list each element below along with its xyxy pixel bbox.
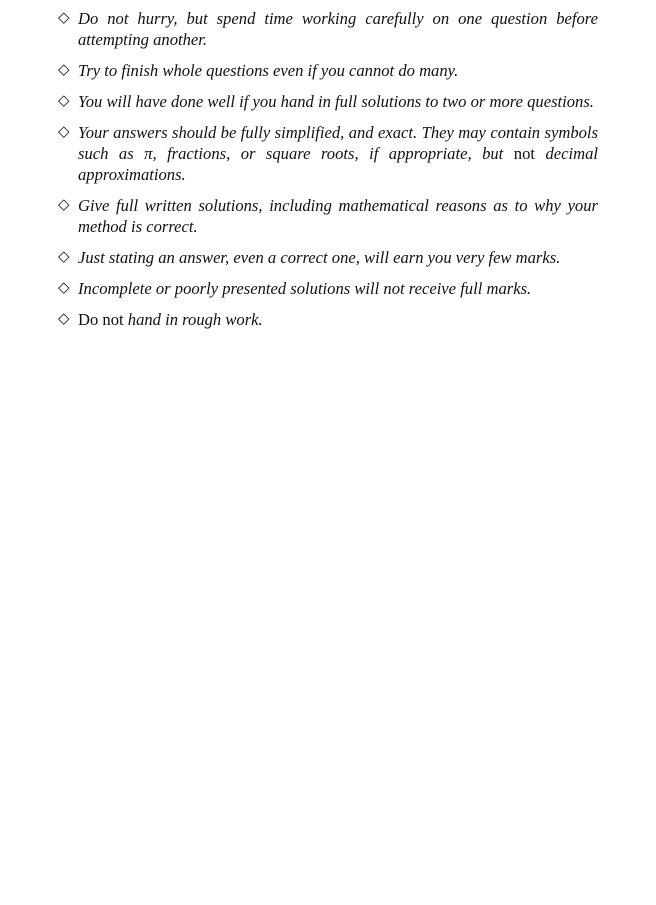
diamond-bullet-icon: ◇ [58, 93, 70, 109]
instruction-text-after: hand in rough work. [123, 310, 263, 329]
instruction-text: Try to finish whole questions even if you cannot do many. [78, 61, 459, 80]
instruction-text-after: decimal approximations. [78, 144, 598, 184]
instruction-text: Give full written solutions, including mathematical reasons as to why your method is correct. [78, 196, 598, 236]
instruction-text: Do not hurry, but spend time working carefully on one question before attempting another. [78, 9, 598, 49]
diamond-bullet-icon: ◇ [58, 197, 70, 213]
instruction-item [58, 91, 598, 112]
instruction-item [58, 247, 598, 268]
instruction-item [58, 8, 598, 50]
instruction-text [78, 122, 598, 185]
diamond-bullet-icon: ◇ [58, 10, 70, 26]
instruction-emphasis: not [513, 144, 535, 163]
diamond-bullet-icon: ◇ [58, 124, 70, 140]
instruction-text: You will have done well if you hand in full solutions to two or more questions. [78, 92, 594, 111]
instruction-emphasis: Do not [78, 310, 124, 329]
instruction-item [58, 195, 598, 237]
diamond-bullet-icon: ◇ [58, 311, 70, 327]
instruction-item [58, 309, 598, 330]
diamond-bullet-icon: ◇ [58, 62, 70, 78]
instruction-text: Just stating an answer, even a correct one, will earn you very few marks. [78, 248, 561, 267]
instructions-list [58, 8, 598, 340]
diamond-bullet-icon: ◇ [58, 280, 70, 296]
instruction-item [58, 60, 598, 81]
instruction-item [58, 278, 598, 299]
diamond-bullet-icon: ◇ [58, 249, 70, 265]
instruction-text: Incomplete or poorly presented solutions will not receive full marks. [78, 279, 532, 298]
instruction-text-before: Your answers should be fully simplified, and exact. They may contain symbols such as π, fractions, or square roots, if appropriate, but [78, 123, 598, 163]
instruction-item [58, 122, 598, 185]
instruction-text [78, 309, 598, 330]
